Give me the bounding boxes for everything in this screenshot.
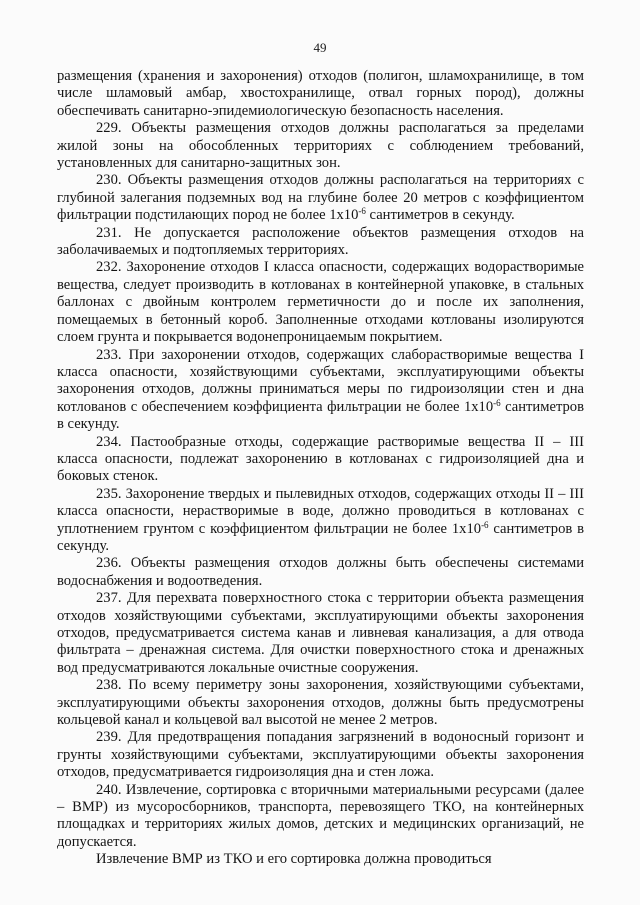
paragraph-text: 235. Захоронение твердых и пылевидных отходов, содержащих отходы II – III класса опасности, нерастворимые в воде, должно проводиться в котлованах с уплотнением грунтом с коэффициентом фильтрации не более 1х10 <box>57 485 584 537</box>
superscript-exponent: -6 <box>493 397 501 408</box>
paragraph-p237 <box>57 590 584 677</box>
paragraph-text: 240. Извлечение, сортировка с вторичными материальными ресурсами (далее – ВМР) из мусоросборников, транспорта, перевозящего ТКО, на контейнерных площадках и территориях жилых домов, детских и медицинских организаций, не допускается. <box>57 781 584 850</box>
paragraph-p230 <box>57 172 584 224</box>
paragraph-text: 233. При захоронении отходов, содержащих слаборастворимые вещества I класса опасности, хозяйствующими субъектами, эксплуатирующими объекты захоронения отходов, должны приниматься меры по гидроизоляции стен и дна котлованов с обеспечением коэффициента фильтрации не более 1х10 <box>57 346 584 415</box>
paragraph-p234 <box>57 434 584 486</box>
paragraph-text: сантиметров в секунду. <box>57 398 584 433</box>
paragraph-text: 238. По всему периметру зоны захоронения, хозяйствующими субъектами, эксплуатирующими объекты захоронения отходов, должны быть предусмотрены кольцевой канал и кольцевой вал высотой не менее 2 метров. <box>57 677 584 729</box>
paragraph-text: 234. Пастообразные отходы, содержащие растворимые вещества II – III класса опасности, подлежат захоронению в котлованах с гидроизоляцией дна и боковых стенок. <box>57 433 584 485</box>
paragraph-p239 <box>57 729 584 781</box>
paragraph-p240b <box>57 851 584 868</box>
paragraph-text: размещения (хранения и захоронения) отходов (полигон, шламохранилище, в том числе шламовый амбар, хвостохранилище, отвал горных пород), должны обеспечивать санитарно-эпидемиологическую безопасность населения. <box>57 68 584 119</box>
paragraph-text: 229. Объекты размещения отходов должны располагаться за пределами жилой зоны на обособленных территориях с соблюдением требований, установленных для санитарно-защитных зон. <box>57 120 584 172</box>
paragraph-p235 <box>57 486 584 556</box>
paragraph-p233 <box>57 347 584 434</box>
paragraph-text: Извлечение ВМР из ТКО и его сортировка должна проводиться <box>96 851 492 868</box>
paragraph-p229 <box>57 120 584 172</box>
paragraph-p240 <box>57 782 584 852</box>
paragraph-text: 231. Не допускается расположение объектов размещения отходов на заболачиваемых и подтопляемых территориях. <box>57 224 584 259</box>
superscript-exponent: -6 <box>481 519 489 530</box>
document-body <box>57 68 584 869</box>
paragraph-text: 239. Для предотвращения попадания загрязнений в водоносный горизонт и грунты хозяйствующими субъектами, эксплуатирующими объекты захоронения отходов, предусматривается гидроизоляция дна и стен ложа. <box>57 729 584 781</box>
paragraph-p0 <box>57 68 584 120</box>
page-number: 49 <box>313 40 327 55</box>
paragraph-text: 236. Объекты размещения отходов должны быть обеспечены системами водоснабжения и водоотведения. <box>57 555 584 589</box>
paragraph-text: 237. Для перехвата поверхностного стока с территории объекта размещения отходов хозяйствующими субъектами, эксплуатирующими объекты захоронения отходов, предусматривается система канав и ливневая канализация, а для отвода фильтрата – дренажная система. Для очистки поверхностного стока и дренажных вод предусматриваются локальные очистные сооружения. <box>57 590 584 676</box>
superscript-exponent: -6 <box>358 206 366 217</box>
paragraph-text: 232. Захоронение отходов I класса опасности, содержащих водорастворимые вещества, следует производить в котлованах в контейнерной упаковке, в стальных баллонах с двойным контролем герметичности до и после их заполнения, помещаемых в бетонный короб. Заполненные отходами котлованы изолируются слоем грунта и покрывается водонепроницаемым покрытием. <box>57 259 584 346</box>
paragraph-p232 <box>57 259 584 346</box>
paragraph-p238 <box>57 677 584 729</box>
paragraph-text: сантиметров в секунду. <box>57 520 584 554</box>
paragraph-p231 <box>57 225 584 260</box>
paragraph-text: сантиметров в секунду. <box>365 207 515 224</box>
paragraph-text: 230. Объекты размещения отходов должны располагаться на территориях с глубиной залегания подземных вод на глубине более 20 метров с коэффициентом фильтрации подстилающих пород не более 1х10 <box>57 172 584 224</box>
paragraph-p236 <box>57 555 584 590</box>
